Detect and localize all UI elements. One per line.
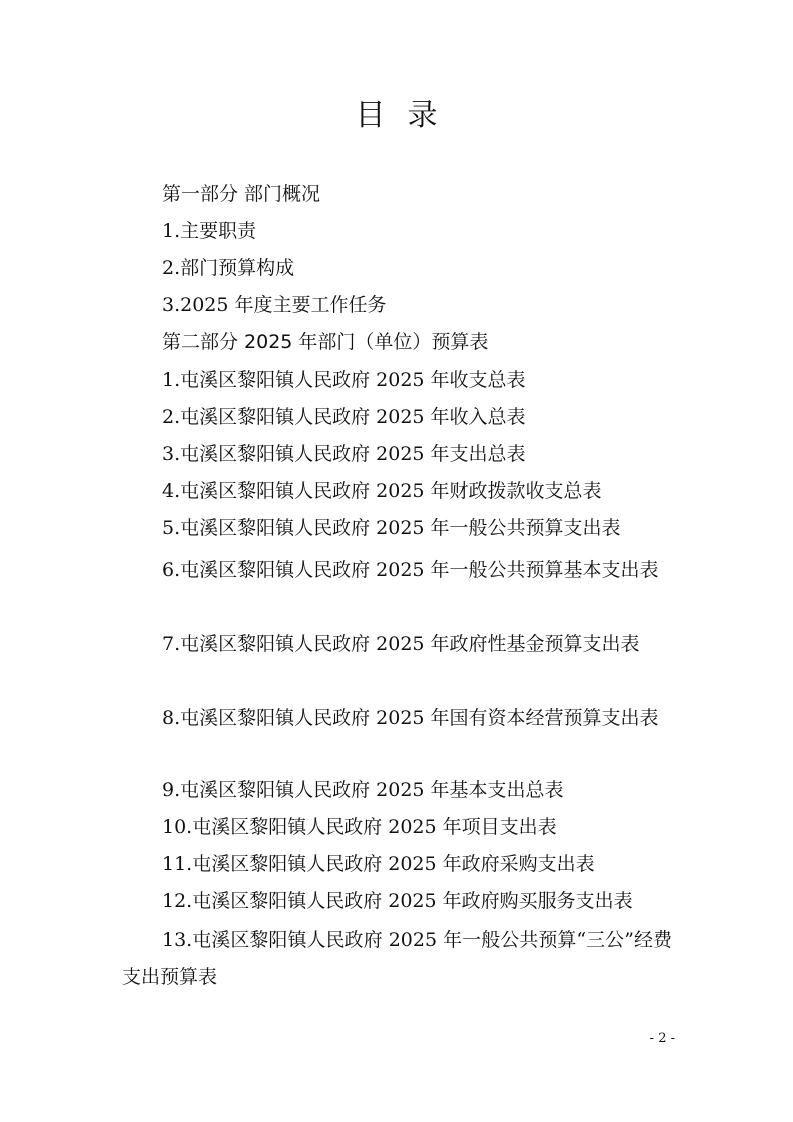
toc-item: 12.屯溪区黎阳镇人民政府 2025 年政府购买服务支出表 <box>162 890 633 912</box>
toc-item: 8.屯溪区黎阳镇人民政府 2025 年国有资本经营预算支出表 <box>162 707 659 729</box>
toc-item: 2.部门预算构成 <box>162 257 295 279</box>
toc-item: 3.屯溪区黎阳镇人民政府 2025 年支出总表 <box>162 443 526 465</box>
toc-item: 6.屯溪区黎阳镇人民政府 2025 年一般公共预算基本支出表 <box>162 559 659 581</box>
page-number: - 2 - <box>649 1031 675 1046</box>
toc-item: 4.屯溪区黎阳镇人民政府 2025 年财政拨款收支总表 <box>162 480 602 502</box>
toc-item: 7.屯溪区黎阳镇人民政府 2025 年政府性基金预算支出表 <box>162 633 640 655</box>
part2-heading: 第二部分 2025 年部门（单位）预算表 <box>162 331 489 353</box>
toc-item: 5.屯溪区黎阳镇人民政府 2025 年一般公共预算支出表 <box>162 517 621 539</box>
toc-title: 目录 <box>355 98 460 133</box>
toc-item: 9.屯溪区黎阳镇人民政府 2025 年基本支出总表 <box>162 779 564 801</box>
toc-item: 13.屯溪区黎阳镇人民政府 2025 年一般公共预算“三公”经费支出预算表 <box>122 929 672 988</box>
toc-item: 10.屯溪区黎阳镇人民政府 2025 年项目支出表 <box>162 816 557 838</box>
toc-item: 11.屯溪区黎阳镇人民政府 2025 年政府采购支出表 <box>162 853 595 875</box>
toc-item: 1.屯溪区黎阳镇人民政府 2025 年收支总表 <box>162 369 526 391</box>
toc-item: 1.主要职责 <box>162 220 257 242</box>
part1-heading: 第一部分 部门概况 <box>162 183 321 205</box>
toc-item: 3.2025 年度主要工作任务 <box>162 294 387 316</box>
toc-item: 2.屯溪区黎阳镇人民政府 2025 年收入总表 <box>162 406 526 428</box>
